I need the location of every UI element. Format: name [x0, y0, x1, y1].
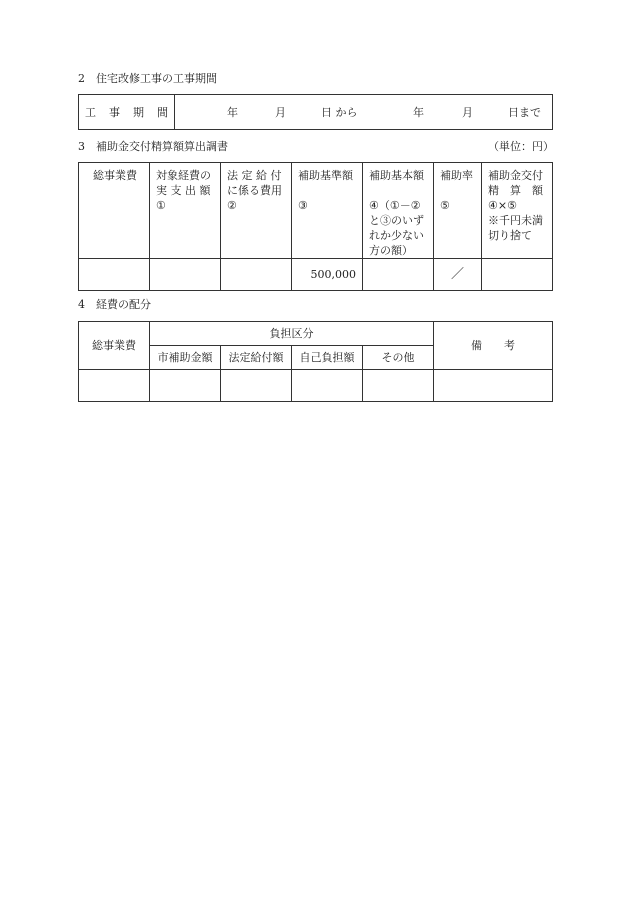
alloc-value-other[interactable] — [363, 370, 434, 402]
alloc-header-remarks: 備 考 — [434, 322, 553, 370]
header-subsidy-standard: 補助基準額 ③ — [292, 163, 363, 259]
period-month-2: 月 — [462, 105, 473, 119]
value-actual-expense[interactable] — [150, 259, 221, 291]
section3-heading: 3 補助金交付精算額算出調書 — [78, 140, 228, 153]
header-subsidy-rate: 補助率 ⑤ — [434, 163, 482, 259]
alloc-header-other: その他 — [363, 346, 434, 370]
value-subsidy-rate: ／ — [434, 259, 482, 291]
period-year-2: 年 — [413, 105, 424, 119]
calculation-table — [78, 162, 553, 291]
period-month-1: 月 — [275, 105, 286, 119]
work-period-label: 工 事 期 間 — [85, 105, 168, 119]
alloc-header-city-subsidy: 市補助金額 — [150, 346, 221, 370]
period-day-from: 日 から — [321, 105, 358, 119]
header-statutory-benefit: 法 定 給 付 に係る費用 ② — [221, 163, 292, 259]
alloc-header-self-pay: 自己負担額 — [292, 346, 363, 370]
unit-label: （単位：円） — [488, 140, 554, 153]
alloc-header-total-cost: 総事業費 — [79, 322, 150, 370]
alloc-value-self-pay[interactable] — [292, 370, 363, 402]
value-subsidy-standard: 500,000 — [292, 259, 363, 291]
work-period-table — [78, 94, 553, 130]
header-total-cost: 総事業費 — [79, 163, 150, 259]
alloc-value-city-subsidy[interactable] — [150, 370, 221, 402]
alloc-header-burden-group: 負担区分 — [150, 322, 434, 346]
period-day-until: 日まで — [508, 105, 541, 119]
section2-heading: 2 住宅改修工事の工事期間 — [78, 72, 217, 85]
work-period-value-cell[interactable] — [175, 95, 553, 130]
header-subsidy-base: 補助基本額 ④（①－② と③のいず れか少ない 方の額） — [363, 163, 434, 259]
value-statutory-benefit[interactable] — [221, 259, 292, 291]
value-subsidy-base[interactable] — [363, 259, 434, 291]
alloc-value-statutory[interactable] — [221, 370, 292, 402]
alloc-value-remarks[interactable] — [434, 370, 553, 402]
cost-allocation-table — [78, 321, 553, 402]
value-total-cost[interactable] — [79, 259, 150, 291]
section4-heading: 4 経費の配分 — [78, 298, 151, 311]
header-settlement-amount: 補助金交付 精 算 額 ④×⑤ ※千円未満 切り捨て — [482, 163, 553, 259]
alloc-value-total-cost[interactable] — [79, 370, 150, 402]
period-year-1: 年 — [227, 105, 238, 119]
value-settlement-amount[interactable] — [482, 259, 553, 291]
alloc-header-statutory: 法定給付額 — [221, 346, 292, 370]
work-period-label-cell — [79, 95, 175, 130]
header-actual-expense: 対象経費の 実 支 出 額 ① — [150, 163, 221, 259]
